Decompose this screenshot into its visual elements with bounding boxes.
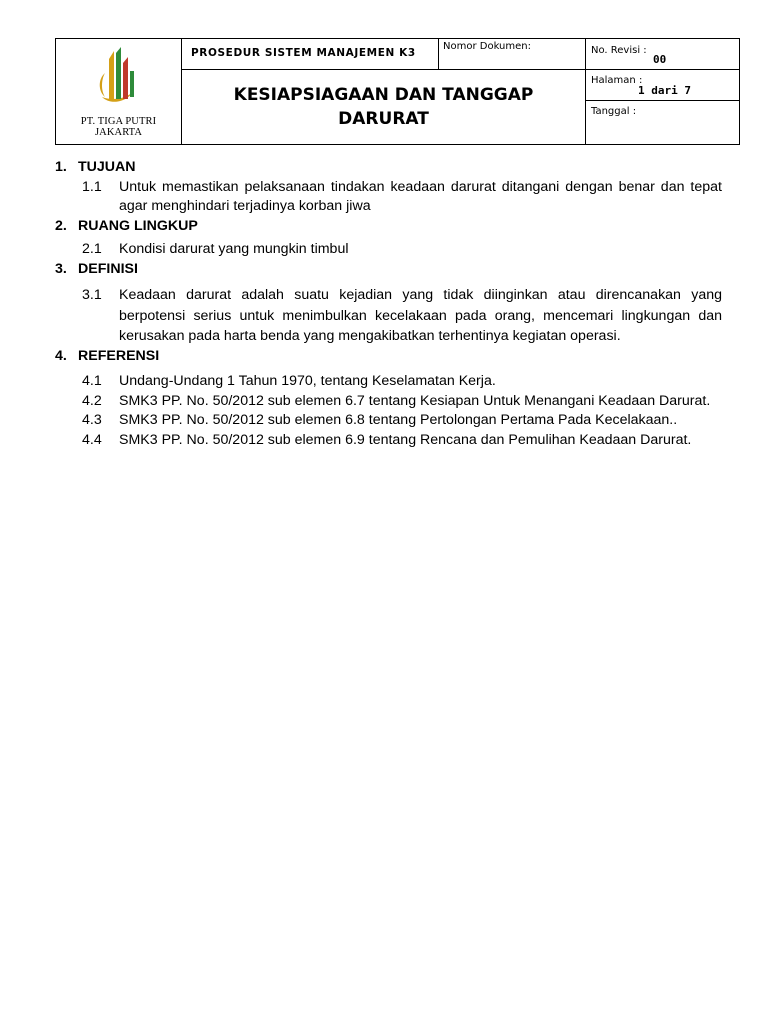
section-number: 4. bbox=[55, 347, 67, 364]
company-logo bbox=[56, 39, 181, 144]
list-item bbox=[55, 240, 722, 260]
item-text: Undang-Undang 1 Tahun 1970, tentang Keselamatan Kerja. bbox=[119, 373, 496, 389]
section-heading bbox=[55, 347, 722, 367]
list-item bbox=[55, 285, 722, 347]
item-number: 4.4 bbox=[82, 431, 102, 448]
date-label: Tanggal : bbox=[591, 106, 637, 117]
page-label: Halaman : bbox=[591, 75, 643, 86]
page-cell bbox=[586, 70, 740, 100]
section-title: DEFINISI bbox=[78, 260, 138, 277]
document-title bbox=[182, 70, 585, 144]
section-title: REFERENSI bbox=[78, 347, 160, 364]
item-text: Kondisi darurat yang mungkin timbul bbox=[119, 241, 349, 257]
item-text: SMK3 PP. No. 50/2012 sub elemen 6.8 tentang Pertolongan Pertama Pada Kecelakaan.. bbox=[119, 412, 678, 428]
title-line-2: DARURAT bbox=[338, 109, 429, 129]
item-text: Keadaan darurat adalah suatu kejadian yang tidak diinginkan atau direncanakan yang berpotensi serius untuk menimbulkan kecelakaan pada orang, mencemari lingkungan dan kerusakan pada harta benda yang mengakibatkan terhentinya kegiatan operasi. bbox=[119, 287, 722, 344]
item-number: 4.2 bbox=[82, 392, 102, 409]
item-number: 2.1 bbox=[82, 241, 102, 257]
title-line-1: KESIAPSIAGAAN DAN TANGGAP bbox=[233, 85, 534, 105]
revision-value: 00 bbox=[653, 53, 667, 66]
city-towers-logo-icon bbox=[96, 47, 142, 111]
section-title: TUJUAN bbox=[78, 159, 136, 175]
date-cell bbox=[586, 101, 740, 144]
item-number: 1.1 bbox=[82, 178, 102, 195]
section-title: RUANG LINGKUP bbox=[78, 217, 198, 234]
revision-label: No. Revisi : bbox=[591, 45, 647, 56]
document-header bbox=[55, 38, 740, 145]
revision-cell bbox=[586, 39, 740, 69]
list-item bbox=[55, 392, 722, 412]
document-body bbox=[55, 158, 722, 450]
section-heading bbox=[55, 260, 722, 280]
list-item bbox=[55, 411, 722, 431]
item-number: 4.3 bbox=[82, 412, 102, 428]
section-number: 3. bbox=[55, 260, 67, 277]
procedure-label: PROSEDUR SISTEM MANAJEMEN K3 bbox=[191, 47, 416, 59]
item-text: Untuk memastikan pelaksanaan tindakan keadaan darurat ditangani dengan benar dan tepat agar menghindari terjadinya korban jiwa bbox=[119, 178, 722, 214]
list-item bbox=[55, 178, 722, 217]
section-heading bbox=[55, 217, 722, 237]
company-name: PT. TIGA PUTRI JAKARTA bbox=[80, 116, 157, 138]
item-number: 3.1 bbox=[82, 287, 102, 303]
doc-number-label: Nomor Dokumen: bbox=[443, 41, 531, 52]
section-heading bbox=[55, 158, 722, 178]
list-item bbox=[55, 431, 722, 451]
section-number: 1. bbox=[55, 159, 67, 175]
section-number: 2. bbox=[55, 217, 67, 234]
item-text: SMK3 PP. No. 50/2012 sub elemen 6.9 tentang Rencana dan Pemulihan Keadaan Darurat. bbox=[119, 431, 692, 448]
list-item bbox=[55, 372, 722, 392]
page-value: 1 dari 7 bbox=[638, 84, 691, 97]
item-number: 4.1 bbox=[82, 373, 102, 389]
item-text: SMK3 PP. No. 50/2012 sub elemen 6.7 tentang Kesiapan Untuk Menangani Keadaan Darurat. bbox=[119, 392, 711, 409]
